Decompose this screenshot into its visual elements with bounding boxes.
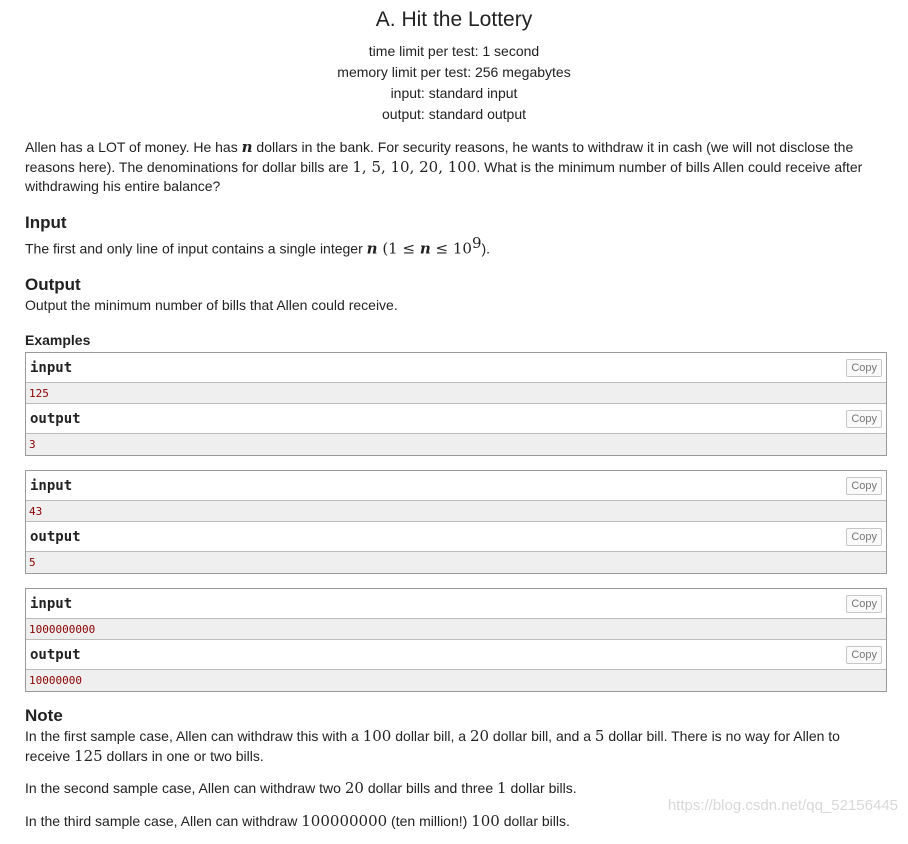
math-value: 20 xyxy=(344,779,364,798)
note-text: dollar bill, a xyxy=(391,728,470,745)
note-title: Note xyxy=(25,706,63,726)
input-spec: input: standard input xyxy=(390,85,518,101)
output-header xyxy=(26,522,886,551)
math-value: 125 xyxy=(74,746,103,765)
copy-button[interactable]: Copy xyxy=(846,359,882,377)
example-1 xyxy=(25,352,887,456)
note-text: dollar bills and three xyxy=(363,780,498,797)
math-range: ≤ 10 xyxy=(430,239,472,258)
copy-button[interactable]: Copy xyxy=(846,595,882,613)
copy-button[interactable]: Copy xyxy=(846,646,882,664)
math-exponent: 9 xyxy=(471,233,482,252)
note-text: In the second sample case, Allen can withdraw two xyxy=(25,780,345,797)
examples-title: Examples xyxy=(25,332,91,349)
problem-header xyxy=(0,0,908,125)
statement-text: dollars in the bank. For security reasons, he wants to withdraw it in cash (we will not disclose the reasons here). The denominations for dollar bills are xyxy=(25,139,854,175)
output-title: Output xyxy=(25,274,81,294)
note-text: dollar bill. There is no way for Allen to receive xyxy=(25,728,840,764)
memory-limit: memory limit per test: 256 megabytes xyxy=(337,64,571,80)
input-value: 125 xyxy=(26,382,886,404)
math-range: (1 ≤ xyxy=(377,239,420,258)
output-header xyxy=(26,404,886,433)
math-value: 100 xyxy=(362,727,392,746)
time-limit: time limit per test: 1 second xyxy=(368,43,540,59)
problem-statement xyxy=(25,138,888,197)
note-text: dollar bills. xyxy=(506,780,577,797)
output-header xyxy=(26,640,886,669)
copy-button[interactable]: Copy xyxy=(846,528,882,546)
input-header xyxy=(26,471,886,500)
note-text: dollar bill, and a xyxy=(489,728,595,745)
math-n: n xyxy=(366,239,378,258)
note-text: dollars in one or two bills. xyxy=(102,747,264,764)
note-text: dollar bills. xyxy=(499,812,570,829)
input-text: The first and only line of input contains a single integer xyxy=(25,240,367,257)
input-text: ). xyxy=(481,240,491,257)
note-paragraph-3 xyxy=(25,812,888,832)
input-header xyxy=(26,589,886,618)
input-label: input xyxy=(30,595,73,612)
output-description: Output the minimum number of bills that Allen could receive. xyxy=(25,296,398,313)
statement-text: Allen has a LOT of money. He has xyxy=(25,139,242,155)
note-text: In the third sample case, Allen can withdraw xyxy=(25,812,302,829)
note-text: (ten million!) xyxy=(387,812,472,829)
output-label: output xyxy=(30,410,81,427)
statement-text: . What is the minimum number of bills Allen could receive after withdrawing his entire balance? xyxy=(25,158,863,194)
problem-content xyxy=(25,138,888,844)
math-value: 20 xyxy=(469,727,490,746)
math-n: n xyxy=(419,239,431,258)
example-2 xyxy=(25,470,887,574)
math-value: 5 xyxy=(594,727,605,746)
output-label: output xyxy=(30,646,81,663)
output-spec: output: standard output xyxy=(382,106,526,122)
note-text: In the first sample case, Allen can withdraw this with a xyxy=(25,728,363,745)
note-paragraph-1 xyxy=(25,727,888,766)
math-denominations: 1, 5, 10, 20, 100 xyxy=(352,157,477,176)
input-label: input xyxy=(30,477,73,494)
input-value: 1000000000 xyxy=(26,618,886,640)
output-value: 10000000 xyxy=(26,669,886,691)
problem-title: A. Hit the Lottery xyxy=(375,8,533,31)
input-value: 43 xyxy=(26,500,886,522)
math-value: 100 xyxy=(471,811,500,830)
note-paragraph-2 xyxy=(25,779,888,799)
copy-button[interactable]: Copy xyxy=(846,410,882,428)
math-n: n xyxy=(241,138,253,156)
input-description xyxy=(25,234,888,259)
example-3 xyxy=(25,588,887,692)
input-label: input xyxy=(30,359,73,376)
input-title: Input xyxy=(25,212,67,232)
output-label: output xyxy=(30,528,81,545)
copy-button[interactable]: Copy xyxy=(846,477,882,495)
output-value: 5 xyxy=(26,551,886,573)
math-value: 100000000 xyxy=(301,811,388,830)
math-value: 1 xyxy=(497,779,507,798)
watermark: https://blog.csdn.net/qq_52156445 xyxy=(667,797,898,814)
output-value: 3 xyxy=(26,433,886,455)
input-header xyxy=(26,353,886,382)
